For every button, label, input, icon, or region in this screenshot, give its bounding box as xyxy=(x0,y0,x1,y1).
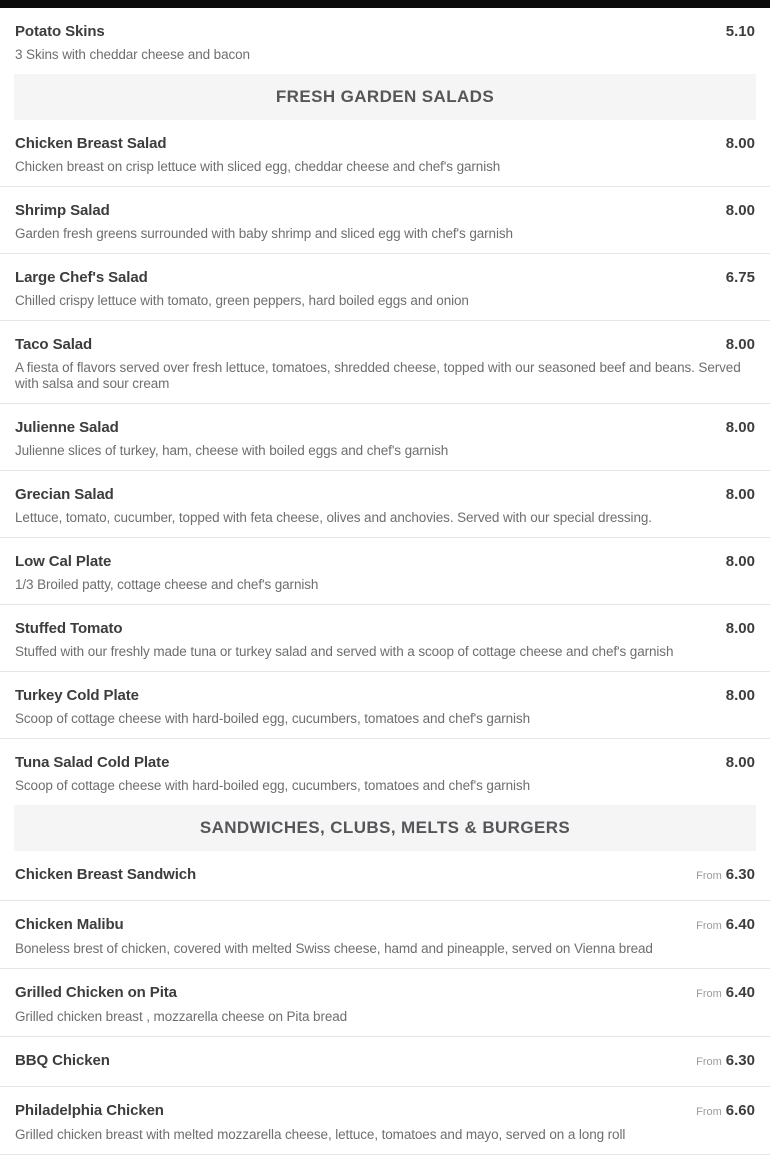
item-price xyxy=(726,269,755,287)
menu-item-row xyxy=(15,1102,755,1121)
item-description: Lettuce, tomato, cucumber, topped with feta cheese, olives and anchovies. Served with our special dressing. xyxy=(15,510,652,525)
item-price xyxy=(696,1052,755,1071)
price-amount: 8.00 xyxy=(725,486,755,503)
item-price xyxy=(726,553,755,571)
menu-item[interactable] xyxy=(0,187,770,254)
price-amount: 6.30 xyxy=(725,866,755,883)
price-from-label: From xyxy=(696,870,722,882)
price-amount: 8.00 xyxy=(725,553,755,570)
menu-item[interactable] xyxy=(0,254,770,321)
item-description: Scoop of cottage cheese with hard-boiled egg, cucumbers, tomatoes and chef's garnish xyxy=(15,711,530,726)
price-amount: 8.00 xyxy=(725,336,755,353)
item-name: Grecian Salad xyxy=(15,486,114,503)
menu-item[interactable] xyxy=(0,605,770,672)
price-amount: 8.00 xyxy=(725,620,755,637)
item-name: Julienne Salad xyxy=(15,419,119,436)
item-price xyxy=(696,984,755,1003)
item-name: Large Chef's Salad xyxy=(15,269,148,286)
price-amount: 8.00 xyxy=(725,687,755,704)
item-name: Tuna Salad Cold Plate xyxy=(15,754,170,771)
menu-item-row xyxy=(15,23,755,41)
menu-item-row xyxy=(15,1052,755,1071)
menu-item[interactable] xyxy=(0,901,770,969)
price-amount: 8.00 xyxy=(725,135,755,152)
menu-item-row xyxy=(15,553,755,571)
item-description: 1/3 Broiled patty, cottage cheese and chef's garnish xyxy=(15,577,319,592)
item-name: Chicken Breast Salad xyxy=(15,135,167,152)
item-description: Garden fresh greens surrounded with baby shrimp and sliced egg with chef's garnish xyxy=(15,226,513,241)
item-name: Turkey Cold Plate xyxy=(15,687,139,704)
item-description: 3 Skins with cheddar cheese and bacon xyxy=(15,47,250,62)
item-price xyxy=(726,23,755,41)
price-amount: 8.00 xyxy=(725,202,755,219)
item-description: Grilled chicken breast with melted mozzarella cheese, lettuce, tomatoes and mayo, served on a long roll xyxy=(15,1127,626,1142)
price-from-label: From xyxy=(696,1106,722,1118)
item-description: Julienne slices of turkey, ham, cheese with boiled eggs and chef's garnish xyxy=(15,443,449,458)
item-description: Stuffed with our freshly made tuna or turkey salad and served with a scoop of cottage cheese and chef's garnish xyxy=(15,644,674,659)
price-from-label: From xyxy=(696,1056,722,1068)
menu-item-row xyxy=(15,754,755,772)
item-description: Chilled crispy lettuce with tomato, green peppers, hard boiled eggs and onion xyxy=(15,293,469,308)
item-name: Philadelphia Chicken xyxy=(15,1102,164,1119)
item-price xyxy=(726,687,755,705)
item-description: Scoop of cottage cheese with hard-boiled egg, cucumbers, tomatoes and chef's garnish xyxy=(15,778,530,793)
top-bar xyxy=(0,0,770,8)
menu-item-row xyxy=(15,269,755,287)
menu-item[interactable] xyxy=(0,321,770,404)
menu-item[interactable] xyxy=(0,8,770,74)
section-header-label: SANDWICHES, CLUBS, MELTS & BURGERS xyxy=(199,818,571,837)
item-price xyxy=(696,866,755,885)
section-header-label: FRESH GARDEN SALADS xyxy=(275,87,495,106)
item-price xyxy=(726,620,755,638)
price-amount: 6.75 xyxy=(725,269,755,286)
item-description: Chicken breast on crisp lettuce with sliced egg, cheddar cheese and chef's garnish xyxy=(15,159,501,174)
section-header xyxy=(14,805,756,851)
price-from-label: From xyxy=(696,988,722,1000)
menu-item[interactable] xyxy=(0,120,770,187)
menu-item[interactable] xyxy=(0,739,770,805)
price-from-label: From xyxy=(696,920,722,932)
item-price xyxy=(726,202,755,220)
price-amount: 8.00 xyxy=(725,754,755,771)
price-amount: 6.30 xyxy=(725,1052,755,1069)
item-price xyxy=(726,135,755,153)
item-name: Potato Skins xyxy=(15,23,105,40)
menu-item[interactable] xyxy=(0,1037,770,1087)
item-price xyxy=(726,754,755,772)
item-name: Shrimp Salad xyxy=(15,202,110,219)
price-amount: 6.60 xyxy=(725,1102,755,1119)
section-header xyxy=(14,74,756,120)
item-price xyxy=(726,486,755,504)
menu-item[interactable] xyxy=(0,672,770,739)
menu-item-row xyxy=(15,687,755,705)
price-amount: 6.40 xyxy=(725,984,755,1001)
item-description: A fiesta of flavors served over fresh lettuce, tomatoes, shredded cheese, topped with our seasoned beef and beans. Served with salsa and sour cream xyxy=(15,360,741,391)
menu-list xyxy=(0,8,770,1155)
menu-item[interactable] xyxy=(0,404,770,471)
menu-item-row xyxy=(15,419,755,437)
menu-item[interactable] xyxy=(0,471,770,538)
price-amount: 5.10 xyxy=(725,23,755,40)
price-amount: 8.00 xyxy=(725,419,755,436)
item-price xyxy=(726,336,755,354)
menu-item[interactable] xyxy=(0,538,770,605)
item-description: Grilled chicken breast , mozzarella cheese on Pita bread xyxy=(15,1009,348,1024)
item-price xyxy=(696,916,755,935)
menu-item-row xyxy=(15,202,755,220)
menu-item[interactable] xyxy=(0,969,770,1037)
menu-item[interactable] xyxy=(0,851,770,901)
price-amount: 6.40 xyxy=(725,916,755,933)
menu-item-row xyxy=(15,336,755,354)
menu-item-row xyxy=(15,135,755,153)
menu-item[interactable] xyxy=(0,1087,770,1155)
item-name: Taco Salad xyxy=(15,336,93,353)
menu-item-row xyxy=(15,620,755,638)
item-price xyxy=(696,1102,755,1121)
item-name: Low Cal Plate xyxy=(15,553,112,570)
menu-item-row xyxy=(15,486,755,504)
item-name: Grilled Chicken on Pita xyxy=(15,984,177,1001)
menu-item-row xyxy=(15,984,755,1003)
menu-item-row xyxy=(15,866,755,885)
item-name: Chicken Malibu xyxy=(15,916,124,933)
item-price xyxy=(726,419,755,437)
item-name: Chicken Breast Sandwich xyxy=(15,866,197,883)
item-name: BBQ Chicken xyxy=(15,1052,110,1069)
item-name: Stuffed Tomato xyxy=(15,620,123,637)
item-description: Boneless brest of chicken, covered with melted Swiss cheese, hamd and pineapple, served on Vienna bread xyxy=(15,941,653,956)
menu-item-row xyxy=(15,916,755,935)
